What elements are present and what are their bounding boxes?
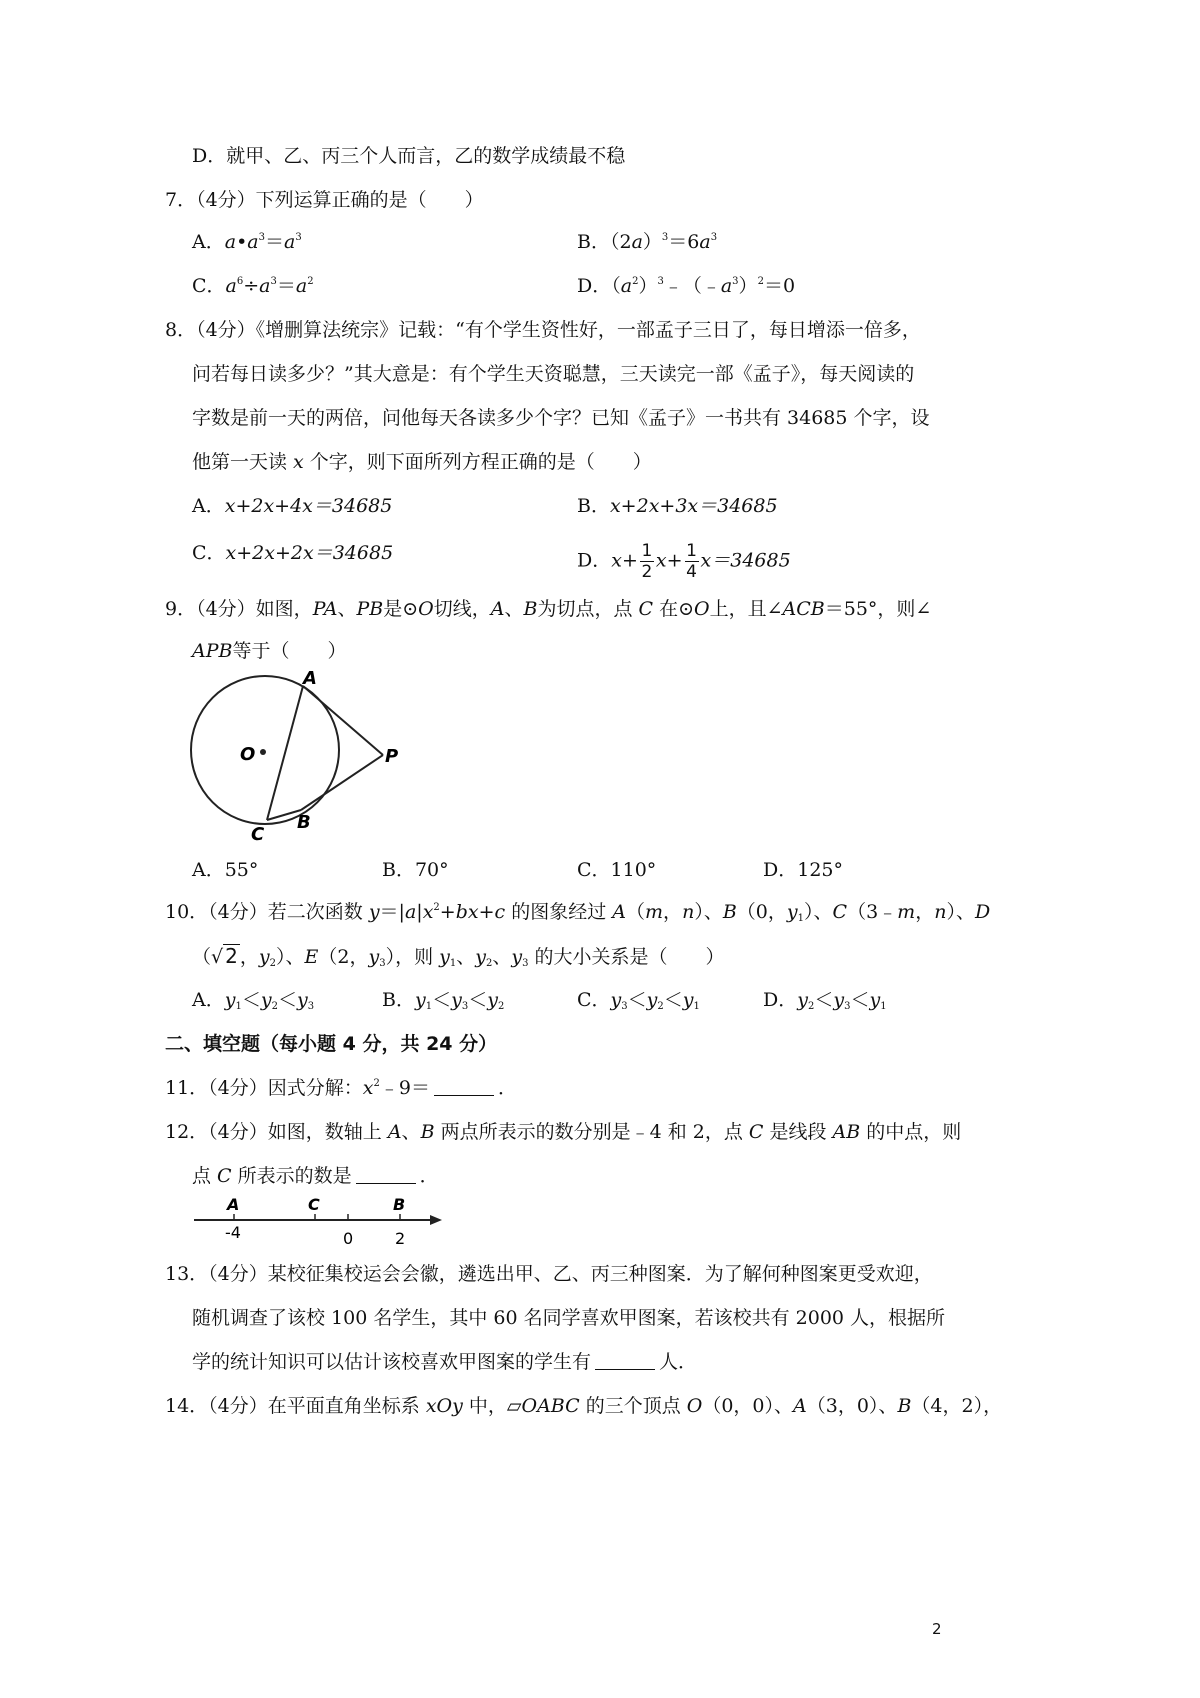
number-line-arrow xyxy=(430,1215,442,1225)
q7-option-a: A．$a•a^3=a^3$ xyxy=(192,231,302,253)
q14-line-1: 14．（4分）在平面直角坐标系 xOy 中，▱OABC 的三个顶点 O（0，0）、A（3，0）、B（4，2）， xyxy=(165,1395,1003,1417)
number-line-figure xyxy=(190,1192,450,1250)
chord-ac xyxy=(267,686,303,820)
q8-option-a: A．x+2x+4x＝34685 xyxy=(192,495,393,517)
q6-option-d: D．就甲、乙、丙三个人而言，乙的数学成绩最不稳 xyxy=(192,145,626,167)
numberline-value-b: 2 xyxy=(395,1229,406,1248)
q9-line-1: 9．（4分）如图，PA、PB是⊙O切线，A、B为切点，点 C 在⊙O上，且∠ACB＝55°，则∠ xyxy=(165,598,932,620)
q13-line-3: 学的统计知识可以估计该校喜欢甲图案的学生有 人． xyxy=(192,1351,698,1373)
q8-line-2: 问若每日读多少？”其大意是：有个学生天资聪慧，三天读完一部《孟子》，每天阅读的 xyxy=(192,363,915,385)
q9-line-2: APB等于（ ） xyxy=(192,640,347,662)
q13-answer-blank[interactable] xyxy=(595,1353,655,1370)
fraction-quarter: $\frac{1}{4}$ xyxy=(686,541,697,582)
q12-answer-blank[interactable] xyxy=(356,1167,416,1184)
circle-tangent-figure xyxy=(185,670,415,845)
fraction-half: $\frac{1}{2}$ xyxy=(641,541,653,582)
label-c: C xyxy=(251,824,265,845)
label-p: P xyxy=(385,746,399,767)
q10-line-1: 10．（4分）若二次函数 $y=|a|x^2+bx+c$ 的图象经过 A（m，n）、B（0，$y_1$）、C（3﹣m，n）、D xyxy=(165,901,991,924)
q13-line-1: 13．（4分）某校征集校运会会徽，遴选出甲、乙、丙三种图案．为了解何种图案更受欢迎， xyxy=(165,1263,933,1285)
numberline-label-b: B xyxy=(393,1195,406,1214)
q10-option-d: D．$y_2<y_3<y_1$ xyxy=(763,989,887,1012)
q7-option-b: B．$(2a)^3=6a^3$ xyxy=(577,231,718,253)
q8-option-d: D．x+ $\frac{1}{2}$ x+ $\frac{1}{4}$ x＝34685 xyxy=(577,541,791,582)
q13-line-2: 随机调查了该校 100 名学生，其中 60 名同学喜欢甲图案，若该校共有 2000 人，根据所 xyxy=(192,1307,946,1329)
q9-option-b: B．70° xyxy=(382,859,449,881)
q12-line-1: 12．（4分）如图，数轴上 A、B 两点所表示的数分别是﹣4 和 2，点 C 是线段 AB 的中点，则 xyxy=(165,1121,962,1143)
label-b: B xyxy=(297,812,311,833)
q12-line-2: 点 C 所表示的数是 ． xyxy=(192,1165,439,1187)
q7-stem: 7．（4分）下列运算正确的是（ ） xyxy=(165,189,484,211)
q7-option-c: C．$a^6\div a^3=a^2$ xyxy=(192,275,314,297)
numberline-value-zero: 0 xyxy=(343,1229,354,1248)
q10-option-c: C．$y_3<y_2<y_1$ xyxy=(577,989,700,1012)
label-a: A xyxy=(303,670,317,689)
q9-option-c: C．110° xyxy=(577,859,657,881)
q9-option-d: D．125° xyxy=(763,859,843,881)
numberline-label-a: A xyxy=(227,1195,240,1214)
sqrt-symbol: √ xyxy=(211,946,224,968)
q10-option-b: B．$y_1<y_3<y_2$ xyxy=(382,989,505,1012)
q8-line-3: 字数是前一天的两倍，问他每天各读多少个字？已知《孟子》一书共有 34685 个字，设 xyxy=(192,407,930,429)
numberline-label-c: C xyxy=(308,1195,320,1214)
q7-option-d: D．$(a^2)^3﹣(﹣a^3)^2=0$ xyxy=(577,275,796,297)
q11: 11．（4分）因式分解：$x^2﹣9=$ ． xyxy=(165,1077,517,1099)
q9-option-a: A．55° xyxy=(192,859,259,881)
center-dot xyxy=(260,749,266,755)
q11-answer-blank[interactable] xyxy=(434,1079,494,1096)
numberline-value-a: -4 xyxy=(225,1223,241,1242)
section-title-fill-in: 二、填空题（每小题 4 分，共 24 分） xyxy=(165,1033,498,1055)
q8-option-c: C．x+2x+2x＝34685 xyxy=(192,542,394,564)
q8-option-b: B．x+2x+3x＝34685 xyxy=(577,495,778,517)
tangent-pb xyxy=(301,755,383,810)
q8-line-4: 他第一天读 x 个字，则下面所列方程正确的是（ ） xyxy=(192,451,652,473)
page-number: 2 xyxy=(932,1620,942,1638)
q10-option-a: A．$y_1<y_2<y_3$ xyxy=(192,989,315,1012)
q8-line-1: 8．（4分）《增删算法统宗》记载：“有个学生资性好，一部孟子三日了，每日增添一倍多， xyxy=(165,319,921,341)
tangent-pa xyxy=(303,686,383,755)
label-o: O xyxy=(240,744,256,765)
q10-line-2: （√ 2 ，$y_2$）、E（2，$y_3$），则 $y_1$、$y_2$、$y_3$ 的大小关系是（ ） xyxy=(192,944,725,969)
chord-cb xyxy=(267,810,301,820)
